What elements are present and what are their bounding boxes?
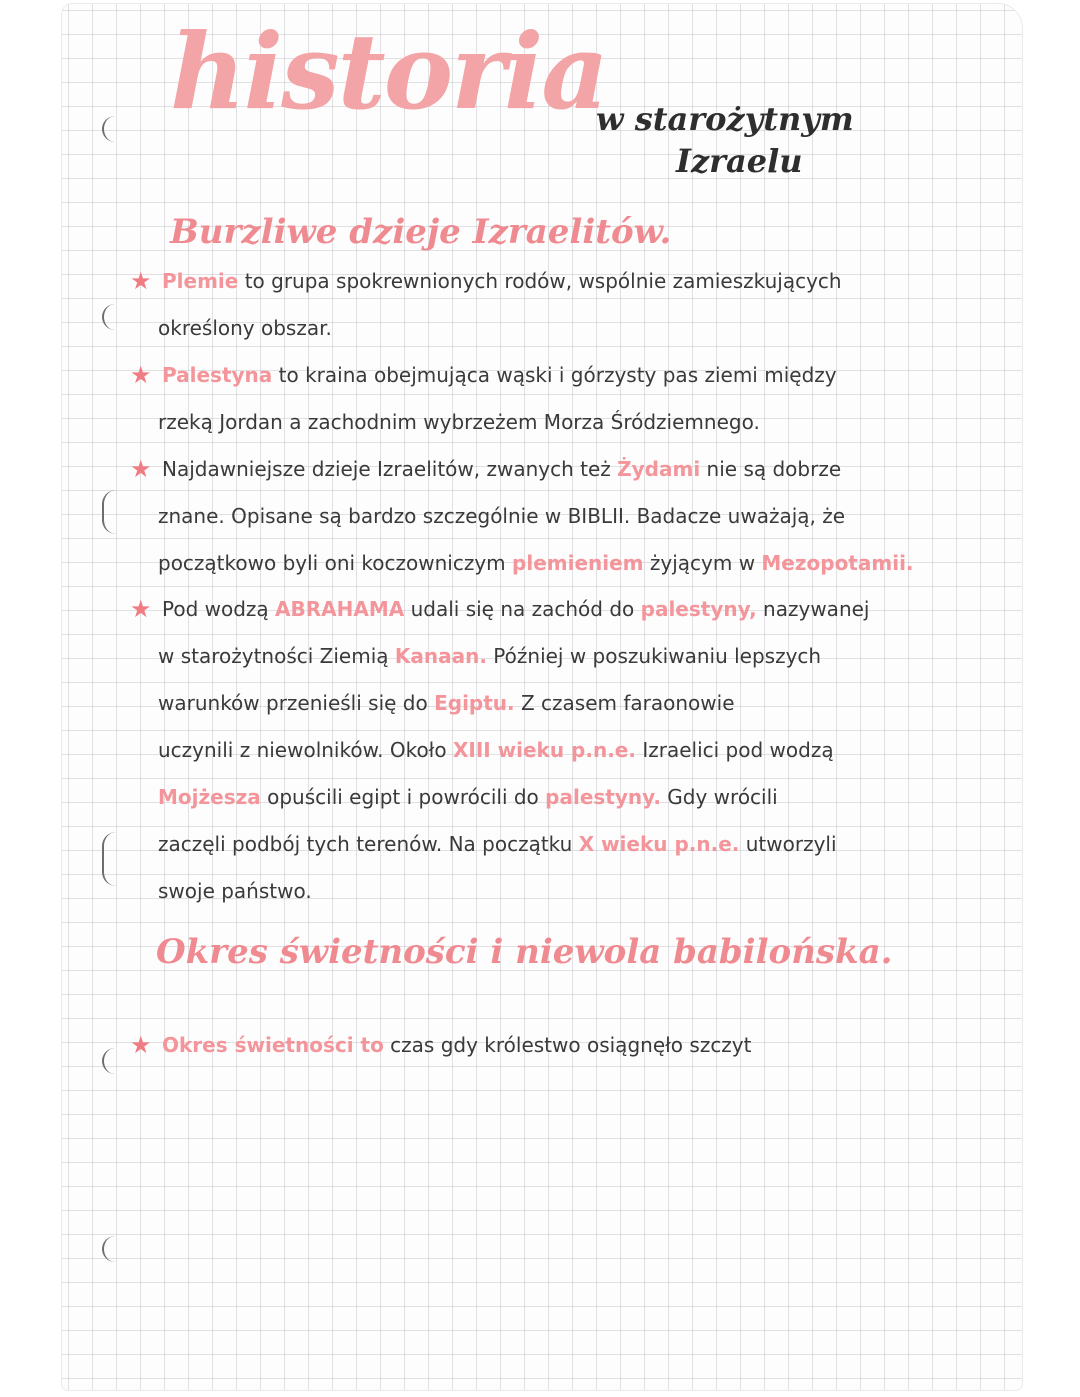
subtitle-line-1: w starożytnym	[596, 100, 854, 138]
highlight-term: Mojżesza	[158, 785, 261, 809]
highlight-term: Mezopotamii.	[761, 551, 914, 575]
star-bullet-icon: ★	[130, 1031, 152, 1059]
note-plemie	[132, 258, 1012, 352]
note-line: w starożytności Ziemią Kanaan. Później w poszukiwaniu lepszych	[158, 644, 822, 668]
binder-ring-hole	[102, 832, 120, 886]
note-line: zaczęli podbój tych terenów. Na początku X wieku p.n.e. utworzyli	[158, 832, 837, 856]
note-line: określony obszar.	[158, 316, 332, 340]
note-line: Mojżesza opuścili egipt i powrócili do palestyny. Gdy wrócili	[158, 785, 778, 809]
note-line: Plemie to grupa spokrewnionych rodów, wspólnie zamieszkujących	[162, 269, 842, 293]
binder-ring-hole	[102, 490, 120, 534]
highlight-term: Plemie	[162, 269, 239, 293]
highlight-term: plemieniem	[512, 551, 644, 575]
highlight-term: Palestyna	[162, 363, 273, 387]
subtitle-line-2: Izraelu	[676, 142, 803, 180]
star-bullet-icon: ★	[130, 361, 152, 389]
page-title: historia	[170, 10, 607, 133]
note-line: uczynili z niewolników. Około XIII wieku p.n.e. Izraelici pod wodzą	[158, 738, 834, 762]
note-line: Najdawniejsze dzieje Izraelitów, zwanych też Żydami nie są dobrze	[162, 457, 842, 481]
note-line: początkowo byli oni koczowniczym plemieniem żyjącym w Mezopotamii.	[158, 551, 914, 575]
highlight-term: Egiptu.	[434, 691, 515, 715]
highlight-term: Żydami	[617, 457, 701, 481]
section-heading-okres-swietnosci: Okres świetności i niewola babilońska.	[156, 932, 893, 972]
note-palestyna	[132, 352, 1012, 446]
highlight-term: ABRAHAMA	[275, 597, 405, 621]
note-okres-swietnosci	[132, 1022, 1012, 1069]
note-abraham	[132, 586, 1012, 915]
note-line: Palestyna to kraina obejmująca wąski i górzysty pas ziemi między	[162, 363, 837, 387]
note-line: warunków przenieśli się do Egiptu. Z czasem faraonowie	[158, 691, 735, 715]
note-line: Pod wodzą ABRAHAMA udali się na zachód do palestyny, nazywanej	[162, 597, 870, 621]
highlight-term: XIII wieku p.n.e.	[452, 738, 636, 762]
note-najdawniejsze-dzieje	[132, 446, 1012, 587]
page-subtitle	[596, 98, 926, 182]
highlight-term: palestyny,	[640, 597, 757, 621]
note-line: znane. Opisane są bardzo szczególnie w BIBLII. Badacze uważają, że	[158, 504, 846, 528]
highlight-term: X wieku p.n.e.	[578, 832, 740, 856]
section-heading-burzliwe-dzieje: Burzliwe dzieje Izraelitów.	[170, 212, 672, 252]
highlight-term: palestyny.	[545, 785, 661, 809]
star-bullet-icon: ★	[130, 595, 152, 623]
note-line: swoje państwo.	[158, 879, 312, 903]
note-line: rzeką Jordan a zachodnim wybrzeżem Morza Śródziemnego.	[158, 410, 760, 434]
star-bullet-icon: ★	[130, 455, 152, 483]
star-bullet-icon: ★	[130, 267, 152, 295]
highlight-term: Kanaan.	[394, 644, 487, 668]
note-line: Okres świetności to czas gdy królestwo osiągnęło szczyt	[162, 1033, 752, 1057]
highlight-term: Okres świetności to	[162, 1033, 384, 1057]
